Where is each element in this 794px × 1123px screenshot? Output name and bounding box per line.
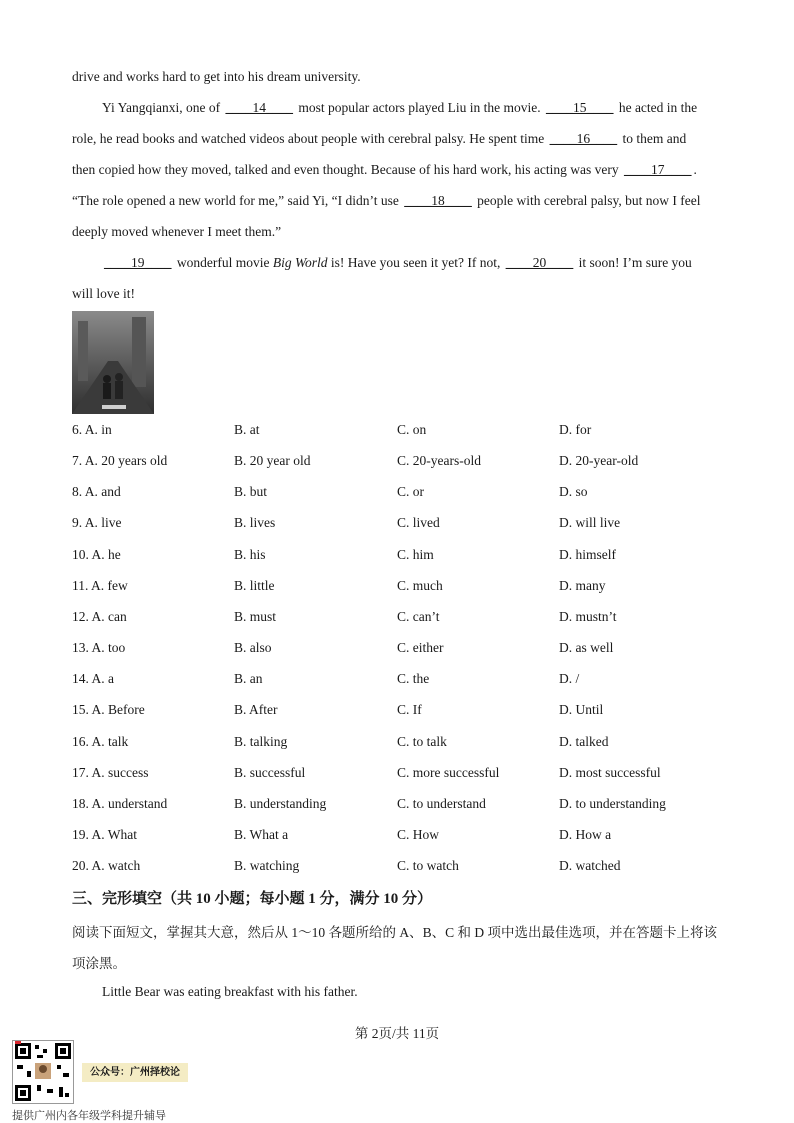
passage-text: “The role opened a new world for me,” said Yi, “I didn’t use xyxy=(72,193,403,208)
option-a: 12. A. can xyxy=(72,608,127,624)
option-d: D. watched xyxy=(559,858,621,874)
option-a: 18. A. understand xyxy=(72,795,168,811)
option-b: B. successful xyxy=(234,764,306,780)
option-a: 8. A. and xyxy=(72,484,121,500)
option-d: D. Until xyxy=(559,702,604,718)
page-number: 第 2页/共 11页 xyxy=(354,1026,440,1041)
option-d: D. so xyxy=(559,484,588,500)
passage-text: will love it! xyxy=(72,286,135,301)
story-start: Little Bear was eating breakfast with his father. xyxy=(102,984,358,999)
question-row xyxy=(72,484,732,515)
movie-poster-image xyxy=(72,311,154,414)
blank-16: ____16____ xyxy=(549,131,618,146)
option-a: 14. A. a xyxy=(72,671,114,687)
option-c: C. to understand xyxy=(397,795,486,811)
passage-line xyxy=(72,61,722,92)
passage-text: . xyxy=(693,162,697,177)
option-b: B. watching xyxy=(234,858,300,874)
option-b: B. After xyxy=(234,702,278,718)
question-row xyxy=(72,734,732,765)
promo-text: 提供广州内各年级学科提升辅导 xyxy=(12,1110,166,1122)
option-a: 6. A. in xyxy=(72,422,112,437)
passage-text: wonderful movie xyxy=(173,255,273,270)
option-c: C. to talk xyxy=(397,733,447,749)
option-d: D. will live xyxy=(559,515,621,531)
option-c: C. on xyxy=(397,422,427,437)
option-d: D. mustn’t xyxy=(559,608,617,624)
option-d: D. / xyxy=(559,671,580,687)
option-a: 13. A. too xyxy=(72,640,126,656)
qr-code-image xyxy=(12,1040,74,1104)
question-row xyxy=(72,547,732,578)
wechat-banner: 公众号：广州择校论 xyxy=(82,1063,188,1082)
passage-line xyxy=(72,92,722,123)
passage-line xyxy=(72,247,722,278)
passage-text: then copied how they moved, talked and even thought. Because of his hard work, his acting was very xyxy=(72,162,622,177)
passage-text: drive and works hard to get into his dream university. xyxy=(72,69,361,84)
option-d: D. to understanding xyxy=(559,795,666,811)
passage-text: deeply moved whenever I meet them.” xyxy=(72,224,282,239)
option-a: 16. A. talk xyxy=(72,733,129,749)
option-b: B. also xyxy=(234,640,272,656)
option-d: D. many xyxy=(559,577,606,593)
passage-line xyxy=(72,123,722,154)
blank-15: ____15____ xyxy=(545,100,614,115)
passage-text: role, he read books and watched videos about people with cerebral palsy. He spent time xyxy=(72,131,548,146)
option-c: C. or xyxy=(397,484,424,500)
option-b: B. at xyxy=(234,422,260,437)
section-instruction xyxy=(72,917,722,979)
passage-text: Yi Yangqianxi, one of xyxy=(102,100,224,115)
section-title: 三、完形填空（共 10 小题；每小题 1 分，满分 10 分） xyxy=(72,891,433,907)
movie-title: Big World xyxy=(272,255,328,270)
question-row xyxy=(72,609,732,640)
passage-text: people with cerebral palsy, but now I feel xyxy=(473,193,701,208)
passage-text: is! Have you seen it yet? If not, xyxy=(327,255,504,270)
option-b: B. understanding xyxy=(234,795,327,811)
option-b: B. but xyxy=(234,484,268,500)
blank-17: ____17____ xyxy=(623,162,692,177)
option-c: C. 20-years-old xyxy=(397,453,481,469)
passage-text: it soon! I’m sure you xyxy=(575,255,692,270)
question-row xyxy=(72,671,732,702)
option-a: 19. A. What xyxy=(72,826,137,842)
option-a: 15. A. Before xyxy=(72,702,145,718)
option-c: C. lived xyxy=(397,515,440,531)
question-row xyxy=(72,422,732,453)
passage-text: he acted in the xyxy=(615,100,698,115)
option-c: C. How xyxy=(397,826,440,842)
option-b: B. lives xyxy=(234,515,276,531)
passage-line xyxy=(72,185,722,216)
blank-19: ____19____ xyxy=(104,255,172,270)
option-b: B. must xyxy=(234,608,277,624)
passage-line xyxy=(72,278,722,309)
instruction-text: 阅读下面短文，掌握其大意，然后从 1～10 各题所给的 A、B、C 和 D 项中选出最佳选项，并在答题卡上将该项涂黑。 xyxy=(72,925,718,971)
passage-line xyxy=(72,154,722,185)
option-b: B. his xyxy=(234,546,266,562)
blank-14: ____14____ xyxy=(225,100,293,115)
option-c: C. him xyxy=(397,546,434,562)
option-c: C. either xyxy=(397,640,444,656)
option-c: C. more successful xyxy=(397,764,500,780)
option-b: B. little xyxy=(234,577,275,593)
passage xyxy=(72,61,722,309)
blank-18: ____18____ xyxy=(404,193,472,208)
option-c: C. to watch xyxy=(397,858,459,874)
option-c: C. can’t xyxy=(397,608,440,624)
option-a: 7. A. 20 years old xyxy=(72,453,168,469)
option-b: B. an xyxy=(234,671,263,687)
option-a: 10. A. he xyxy=(72,546,121,562)
passage-text: to them and xyxy=(619,131,687,146)
option-a: 17. A. success xyxy=(72,764,149,780)
question-row xyxy=(72,515,732,546)
option-b: B. What a xyxy=(234,826,289,842)
question-row xyxy=(72,640,732,671)
option-c: C. If xyxy=(397,702,422,718)
option-d: D. How a xyxy=(559,826,612,842)
question-row xyxy=(72,827,732,858)
question-row xyxy=(72,858,732,889)
option-d: D. as well xyxy=(559,640,614,656)
question-row xyxy=(72,796,732,827)
passage-line xyxy=(72,216,722,247)
question-row xyxy=(72,578,732,609)
question-row xyxy=(72,765,732,796)
option-d: D. himself xyxy=(559,546,616,562)
option-d: D. most successful xyxy=(559,764,661,780)
option-d: D. 20-year-old xyxy=(559,453,639,469)
option-c: C. the xyxy=(397,671,430,687)
blank-20: ____20____ xyxy=(505,255,574,270)
option-d: D. talked xyxy=(559,733,609,749)
option-a: 20. A. watch xyxy=(72,858,141,874)
option-b: B. 20 year old xyxy=(234,453,311,469)
option-b: B. talking xyxy=(234,733,288,749)
option-d: D. for xyxy=(559,422,592,437)
option-a: 11. A. few xyxy=(72,577,128,593)
option-c: C. much xyxy=(397,577,443,593)
question-row xyxy=(72,702,732,733)
option-a: 9. A. live xyxy=(72,515,122,531)
passage-text: most popular actors played Liu in the movie. xyxy=(295,100,544,115)
question-row xyxy=(72,453,732,484)
